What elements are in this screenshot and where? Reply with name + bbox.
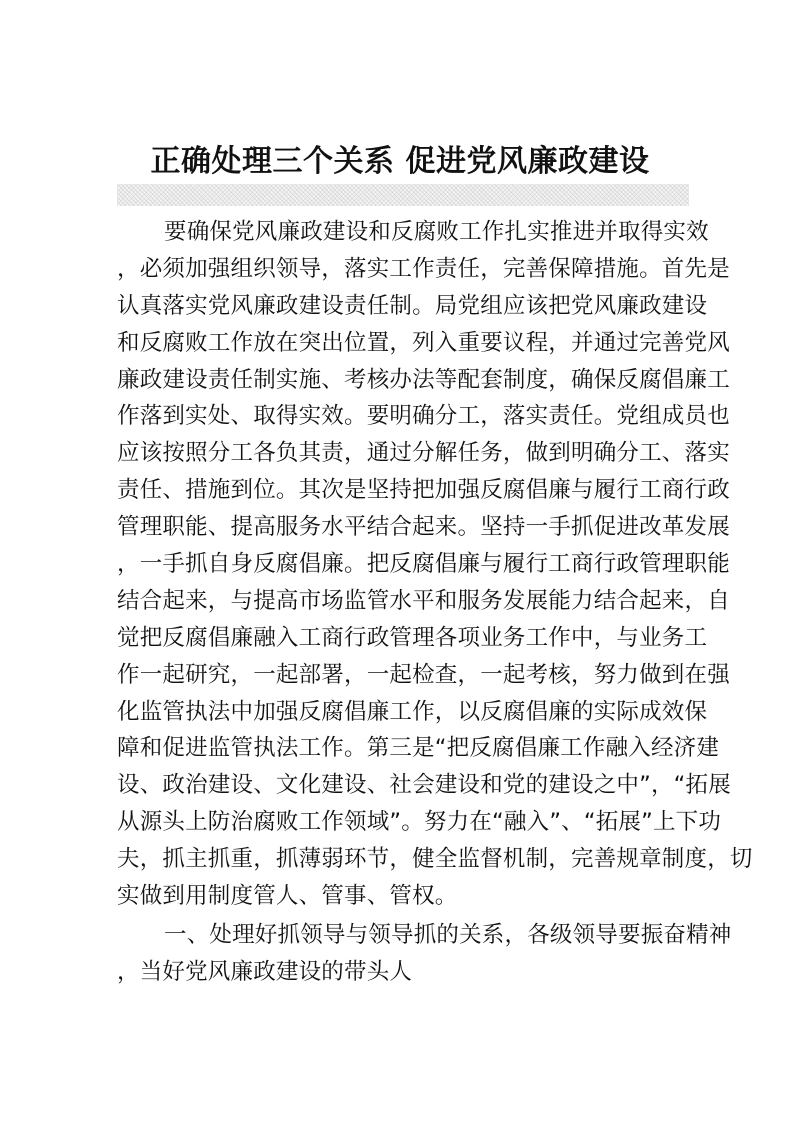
text-line: 夫，抓主抓重，抓薄弱环节，健全监督机制，完善规章制度，切 <box>117 846 753 873</box>
text-line: 设、政治建设、文化建设、社会建设和党的建设之中”，“拓展 <box>117 772 731 799</box>
text-line: 和反腐败工作放在突出位置，列入重要议程，并通过完善党风 <box>117 329 730 356</box>
text-line: ，必须加强组织领导，落实工作责任，完善保障措施。首先是 <box>117 255 730 282</box>
title-underline-band <box>117 184 689 206</box>
text-line: 廉政建设责任制实施、考核办法等配套制度，确保反腐倡廉工 <box>117 366 730 393</box>
text-line: ，一手抓自身反腐倡廉。把反腐倡廉与履行工商行政管理职能 <box>117 551 730 578</box>
paragraph-1 <box>117 214 753 915</box>
text-line: 责任、措施到位。其次是坚持把加强反腐倡廉与履行工商行政 <box>117 477 730 504</box>
document-body <box>117 214 753 991</box>
document-title: 正确处理三个关系 促进党风廉政建设 <box>150 144 650 179</box>
text-line: 结合起来，与提高市场监管水平和服务发展能力结合起来，自 <box>117 587 730 614</box>
section-heading-line: ，当好党风廉政建设的带头人 <box>117 958 413 985</box>
text-line: 认真落实党风廉政建设责任制。局党组应该把党风廉政建设 <box>117 292 708 319</box>
text-line: 作落到实处、取得实效。要明确分工，落实责任。党组成员也 <box>117 403 730 430</box>
text-line: 从源头上防治腐败工作领域”。努力在“融入”、“拓展”上下功 <box>117 809 722 836</box>
text-line: 管理职能、提高服务水平结合起来。坚持一手抓促进改革发展 <box>117 514 730 541</box>
text-line: 实做到用制度管人、管事、管权。 <box>117 883 458 910</box>
text-line: 障和促进监管执法工作。第三是“把反腐倡廉工作融入经济建 <box>117 735 720 762</box>
section-heading-line: 一、处理好抓领导与领导抓的关系，各级领导要振奋精神 <box>164 921 732 948</box>
text-line: 应该按照分工各负其责，通过分解任务，做到明确分工、落实 <box>117 440 730 467</box>
text-line: 要确保党风廉政建设和反腐败工作扎实推进并取得实效 <box>164 219 709 245</box>
text-line: 作一起研究，一起部署，一起检查，一起考核，努力做到在强 <box>117 661 730 688</box>
text-line: 觉把反腐倡廉融入工商行政管理各项业务工作中，与业务工 <box>117 624 708 651</box>
text-line: 化监管执法中加强反腐倡廉工作，以反腐倡廉的实际成效保 <box>117 698 708 725</box>
paragraph-2-heading <box>117 917 732 991</box>
